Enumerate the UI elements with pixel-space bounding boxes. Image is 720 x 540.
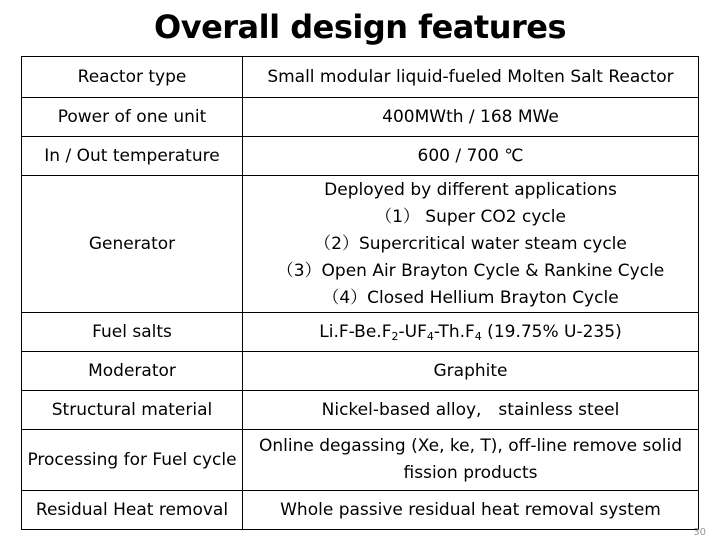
row-label: Reactor type xyxy=(22,57,243,98)
row-value: 600 / 700 ℃ xyxy=(243,137,699,176)
row-value: 400MWth / 168 MWe xyxy=(243,98,699,137)
row-label: Moderator xyxy=(22,352,243,391)
formula-part: -UF xyxy=(398,321,427,342)
design-features-table xyxy=(21,56,699,530)
table-row xyxy=(22,137,699,176)
row-value: Nickel-based alloy, stainless steel xyxy=(243,391,699,430)
table-row xyxy=(22,430,699,491)
row-value: Small modular liquid-fueled Molten Salt Reactor xyxy=(243,57,699,98)
table-row xyxy=(22,98,699,137)
formula-part: (19.75% U-235) xyxy=(481,321,622,342)
row-label: Generator xyxy=(22,176,243,313)
table-row xyxy=(22,313,699,352)
formula-subscript: 4 xyxy=(426,329,434,343)
row-value: Graphite xyxy=(243,352,699,391)
table-row xyxy=(22,491,699,530)
formula-subscript: 4 xyxy=(474,329,482,343)
row-label: Power of one unit xyxy=(22,98,243,137)
row-value: Online degassing (Xe, ke, T), off-line remove solid fission products xyxy=(243,430,699,491)
table-row xyxy=(22,352,699,391)
table-row xyxy=(22,391,699,430)
formula-part: Li.F-Be.F xyxy=(319,321,392,342)
row-value-generator xyxy=(243,176,699,313)
row-label: In / Out temperature xyxy=(22,137,243,176)
generator-line: （1） Super CO2 cycle xyxy=(375,206,566,227)
generator-line: Deployed by different applications xyxy=(324,179,617,200)
table-row xyxy=(22,176,699,313)
row-value: Whole passive residual heat removal system xyxy=(243,491,699,530)
generator-line: （2）Supercritical water steam cycle xyxy=(314,233,627,254)
generator-line: （3）Open Air Brayton Cycle & Rankine Cycle xyxy=(276,260,665,281)
row-label: Processing for Fuel cycle xyxy=(22,430,243,491)
formula-subscript: 2 xyxy=(391,329,399,343)
row-value-formula xyxy=(243,313,699,352)
row-label: Fuel salts xyxy=(22,313,243,352)
table-row xyxy=(22,57,699,98)
generator-line: （4）Closed Hellium Brayton Cycle xyxy=(322,287,619,308)
slide-title: Overall design features xyxy=(154,8,566,46)
formula-part: -Th.F xyxy=(433,321,475,342)
row-label: Structural material xyxy=(22,391,243,430)
page-number: 30 xyxy=(693,527,706,538)
row-label: Residual Heat removal xyxy=(22,491,243,530)
